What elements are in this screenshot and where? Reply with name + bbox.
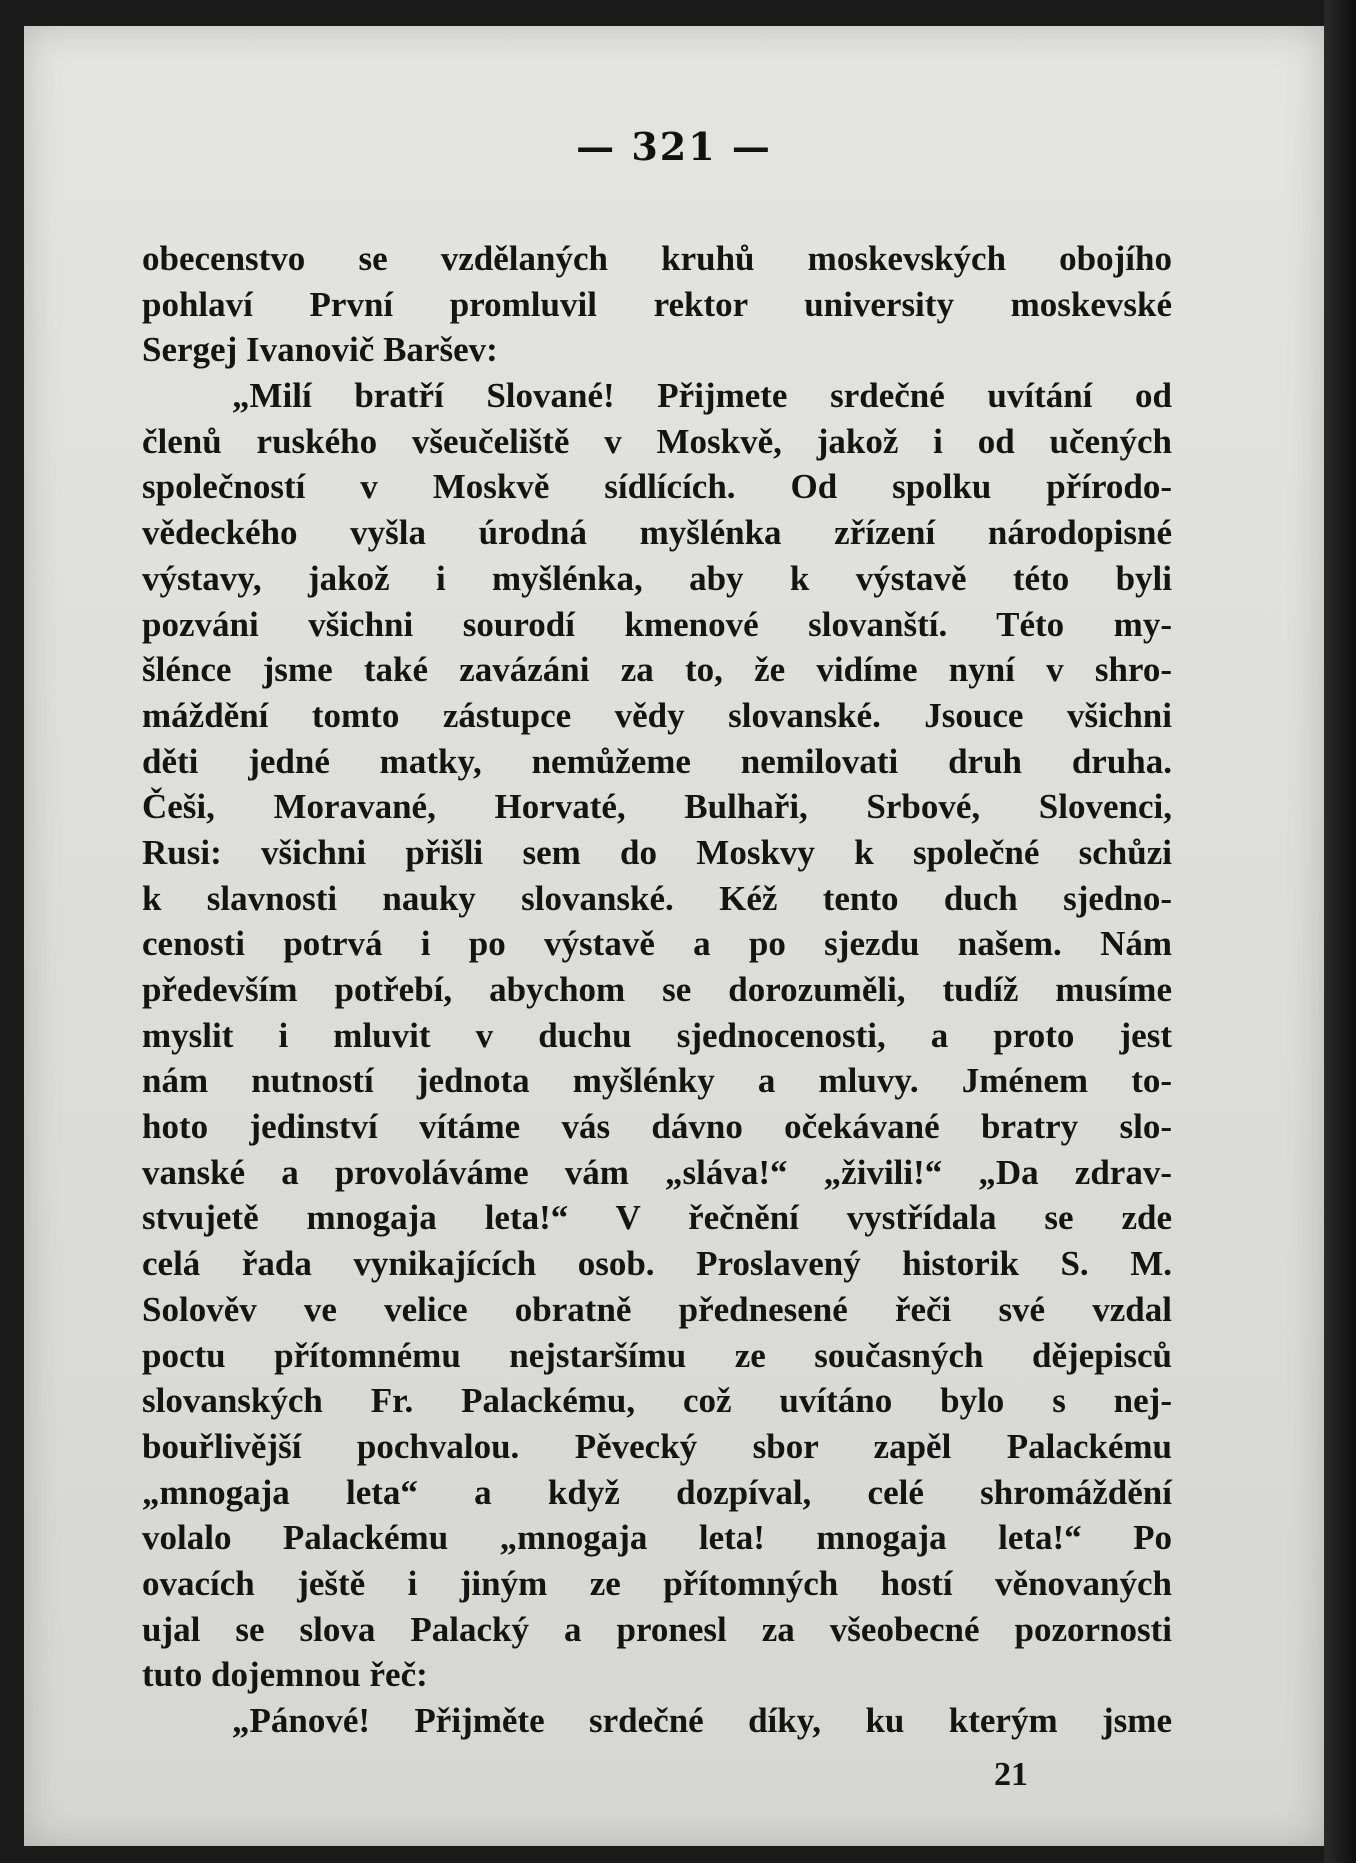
text-line: cenosti potrvá i po výstavě a po sjezdu našem. Nám xyxy=(142,924,1172,964)
text-line: slovanských Fr. Palackému, což uvítáno bylo s nej- xyxy=(142,1381,1172,1421)
text-line: volalo Palackému „mnogaja leta! mnogaja leta!“ Po xyxy=(142,1518,1172,1558)
text-line: „Pánové! Přijměte srdečné díky, ku kterým jsme xyxy=(232,1701,1172,1740)
text-line: Solověv ve velice obratně přednesené řeči své vzdal xyxy=(142,1289,1172,1329)
text-line: děti jedné matky, nemůžeme nemilovati druh druha. xyxy=(142,741,1172,781)
text-line: stvujetě mnogaja leta!“ V řečnění vystřídala se zde xyxy=(142,1198,1172,1238)
text-line: šlénce jsme také zavázáni za to, že vidíme nyní v shro- xyxy=(142,650,1172,690)
text-line: nám nutností jednota myšlénky a mluvy. Jménem to- xyxy=(142,1061,1172,1101)
text-line: obecenstvo se vzdělaných kruhů moskevských obojího xyxy=(142,239,1172,278)
text-line: Sergej Ivanovič Baršev: xyxy=(142,330,498,370)
body-text xyxy=(142,236,1172,1744)
text-line: Rusi: všichni přišli sem do Moskvy k společné schůzi xyxy=(142,832,1172,872)
text-line: ujal se slova Palacký a pronesl za všeobecné pozornosti xyxy=(142,1609,1172,1649)
text-line: bouřlivější pochvalou. Pěvecký sbor zapěl Palackému xyxy=(142,1426,1172,1466)
text-line: „Milí bratří Slované! Přijmete srdečné uvítání od xyxy=(232,376,1172,416)
page-number-header: — 321 — xyxy=(576,124,772,169)
text-line: vědeckého vyšla úrodná myšlénka zřízení národopisné xyxy=(142,513,1172,553)
text-line: ovacích ještě i jiným ze přítomných hostí věnovaných xyxy=(142,1563,1172,1603)
text-line: členů ruského všeučeliště v Moskvě, jakož i od učených xyxy=(142,421,1172,461)
text-line: hoto jedinství vítáme vás dávno očekávané bratry slo- xyxy=(142,1107,1172,1147)
text-line: k slavnosti nauky slovanské. Kéž tento duch sjedno- xyxy=(142,878,1172,918)
text-line: tuto dojemnou řeč: xyxy=(142,1655,428,1695)
text-line: máždění tomto zástupce vědy slovanské. Jsouce všichni xyxy=(142,695,1172,735)
text-line: především potřebí, abychom se dorozuměli, tudíž musíme xyxy=(142,970,1172,1009)
signature-mark: 21 xyxy=(994,1756,1028,1793)
text-line: celá řada vynikajících osob. Proslavený historik S. M. xyxy=(142,1244,1172,1284)
text-line: „mnogaja leta“ a když dozpíval, celé shromáždění xyxy=(142,1472,1172,1512)
text-line: výstavy, jakož i myšlénka, aby k výstavě této byli xyxy=(142,558,1172,598)
text-line: vanské a provoláváme vám „sláva!“ „živili!“ „Da zdrav- xyxy=(142,1152,1172,1192)
book-page xyxy=(24,26,1324,1846)
text-line: společností v Moskvě sídlících. Od spolku přírodo- xyxy=(142,467,1172,507)
text-line: poctu přítomnému nejstaršímu ze současných dějepisců xyxy=(142,1335,1172,1375)
text-line: myslit i mluvit v duchu sjednocenosti, a proto jest xyxy=(142,1015,1172,1055)
text-line: pohlaví První promluvil rektor university moskevské xyxy=(142,284,1172,324)
text-line: Češi, Moravané, Horvaté, Bulhaři, Srbové, Slovenci, xyxy=(142,787,1172,827)
book-spine-edge xyxy=(1324,0,1356,1863)
text-line: pozváni všichni sourodí kmenové slovanští. Této my- xyxy=(142,604,1172,644)
